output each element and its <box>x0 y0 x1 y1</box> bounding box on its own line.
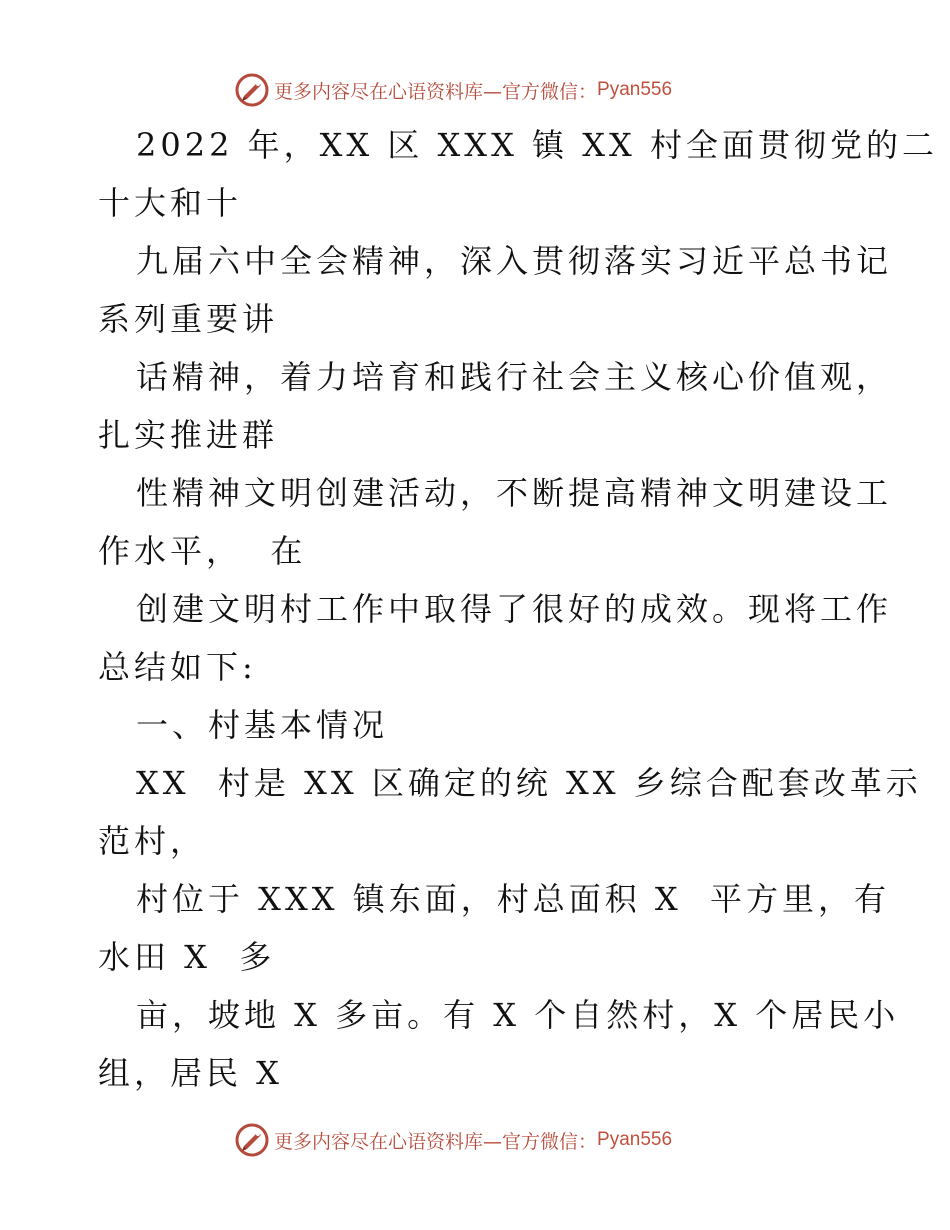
footer-banner <box>234 1122 672 1158</box>
body-line: 扎实推进群 <box>98 416 279 454</box>
body-line: 创建文明村工作中取得了很好的成效。现将工作 <box>136 590 893 628</box>
pen-nib-logo-icon <box>234 1122 270 1158</box>
body-line: 九届六中全会精神，深入贯彻落实习近平总书记 <box>136 242 893 280</box>
body-line: 总结如下: <box>98 648 257 686</box>
header-banner-handle: Pyan556 <box>597 79 673 100</box>
pen-nib-logo-icon <box>234 72 270 108</box>
section-heading: 一、村基本情况 <box>136 706 389 744</box>
header-banner <box>234 72 672 108</box>
body-line: 村位于 XXX 镇东面，村总面积 X 平方里，有 <box>136 880 890 918</box>
body-line: 系列重要讲 <box>98 300 279 338</box>
body-line: XX 村是 XX 区确定的统 XX 乡综合配套改革示 <box>136 764 922 802</box>
body-line: 组，居民 X <box>98 1054 283 1092</box>
document-body <box>98 116 938 1102</box>
footer-banner-handle: Pyan556 <box>597 1129 673 1150</box>
body-line: 作水平， 在 <box>98 532 307 570</box>
body-line: 范村， <box>98 822 207 860</box>
header-banner-text: 更多内容尽在心语资料库—官方微信： <box>274 80 598 103</box>
body-line: 话精神，着力培育和践行社会主义核心价值观， <box>136 358 893 396</box>
body-line: 亩，坡地 X 多亩。有 X 个自然村，X 个居民小 <box>136 996 900 1034</box>
body-line: 2022 年，XX 区 XXX 镇 XX 村全面贯彻党的二 <box>136 126 938 164</box>
footer-banner-text: 更多内容尽在心语资料库—官方微信： <box>274 1130 598 1153</box>
body-line: 十大和十 <box>98 184 243 222</box>
body-line: 性精神文明创建活动，不断提高精神文明建设工 <box>136 474 893 512</box>
body-line: 水田 X 多 <box>98 938 276 976</box>
